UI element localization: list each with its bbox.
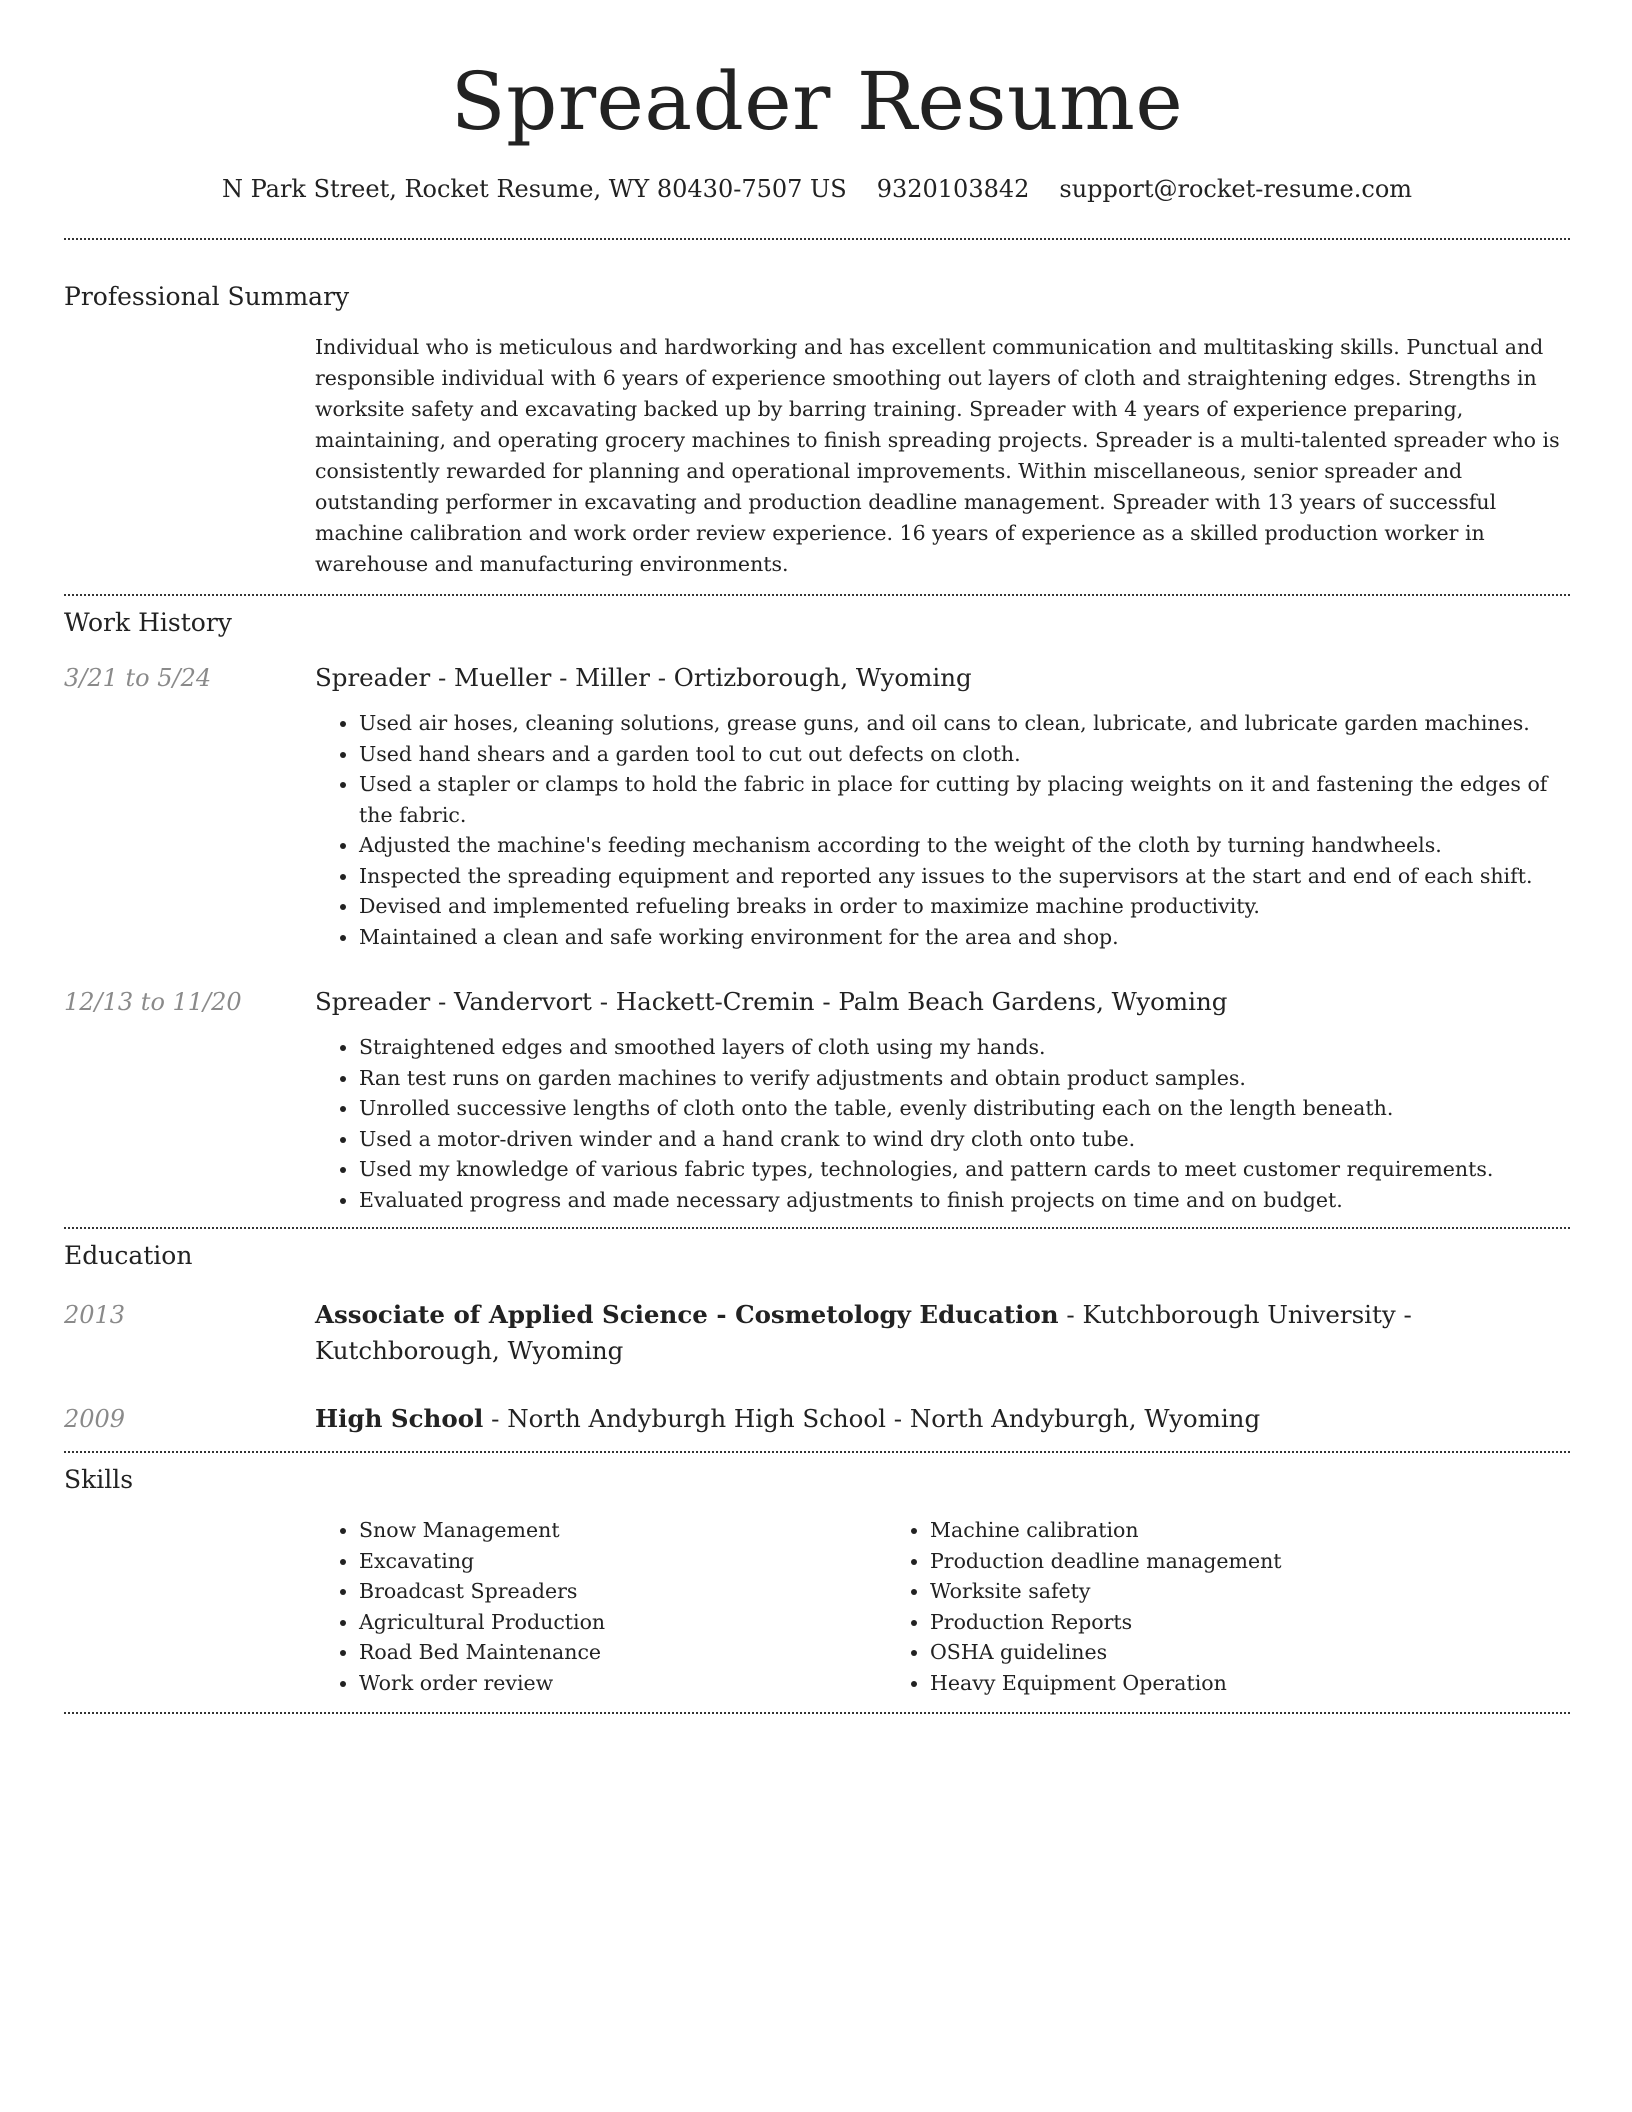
- skill-item: • OSHA guidelines: [930, 1637, 1457, 1668]
- divider: [64, 238, 1570, 240]
- contact-email: support@rocket-resume.com: [1059, 175, 1413, 203]
- divider: [64, 1712, 1570, 1714]
- job-body: [315, 984, 1570, 1215]
- skill-item: • Production deadline management: [930, 1546, 1457, 1577]
- job-bullet: • Straightened edges and smoothed layers of cloth using my hands.: [359, 1032, 1570, 1063]
- job-title: Spreader - Vandervort - Hackett-Cremin - Palm Beach Gardens, Wyoming: [315, 987, 1228, 1016]
- job-entry: [64, 660, 1570, 952]
- skills-list-left: [315, 1515, 886, 1698]
- work-history-section: [64, 606, 1570, 1227]
- resume-page: [64, 0, 1570, 1714]
- skill-item: • Heavy Equipment Operation: [930, 1668, 1457, 1699]
- job-dates: 3/21 to 5/24: [64, 664, 212, 692]
- education-title-line: [315, 1401, 1570, 1437]
- education-body: [315, 1297, 1570, 1369]
- education-body: [315, 1401, 1570, 1437]
- job-entry: [64, 984, 1570, 1215]
- skill-item: • Excavating: [359, 1546, 886, 1577]
- job-dates: 12/13 to 11/20: [64, 988, 242, 1016]
- skills-list-right: [886, 1515, 1457, 1698]
- skills-section: [64, 1463, 1570, 1698]
- divider: [64, 1227, 1570, 1229]
- education-entry: [64, 1297, 1570, 1369]
- skill-item: • Worksite safety: [930, 1576, 1457, 1607]
- education-degree: Associate of Applied Science - Cosmetology Education: [315, 1300, 1059, 1329]
- education-title-line: [315, 1297, 1570, 1369]
- education-section: [64, 1239, 1570, 1451]
- contact-address: N Park Street, Rocket Resume, WY 80430-7507 US: [221, 175, 847, 203]
- resume-name: Spreader Resume: [450, 55, 1184, 148]
- job-bullet: • Maintained a clean and safe working environment for the area and shop.: [359, 922, 1570, 953]
- job-bullet: • Ran test runs on garden machines to verify adjustments and obtain product samples.: [359, 1063, 1570, 1094]
- skill-item: • Road Bed Maintenance: [359, 1637, 886, 1668]
- skill-item: • Machine calibration: [930, 1515, 1457, 1546]
- education-degree: High School: [315, 1404, 484, 1433]
- job-bullet: • Adjusted the machine's feeding mechanism according to the weight of the cloth by turning handwheels.: [359, 830, 1570, 861]
- job-bullet: • Evaluated progress and made necessary adjustments to finish projects on time and on budget.: [359, 1185, 1570, 1216]
- skills-grid: [315, 1515, 1570, 1698]
- skill-item: • Broadcast Spreaders: [359, 1576, 886, 1607]
- job-title: Spreader - Mueller - Miller - Ortizborough, Wyoming: [315, 663, 972, 692]
- skill-item: • Production Reports: [930, 1607, 1457, 1638]
- skill-item: • Agricultural Production: [359, 1607, 886, 1638]
- skills-title: Skills: [64, 1465, 134, 1494]
- summary-section: [64, 280, 1570, 580]
- job-bullet: • Inspected the spreading equipment and reported any issues to the supervisors at the start and end of each shift.: [359, 861, 1570, 892]
- education-title: Education: [64, 1241, 193, 1270]
- contact-phone: 9320103842: [876, 175, 1030, 203]
- job-bullet: • Used hand shears and a garden tool to cut out defects on cloth.: [359, 739, 1570, 770]
- divider: [64, 594, 1570, 596]
- contact-line: [64, 172, 1570, 206]
- education-entry: [64, 1401, 1570, 1437]
- summary-text: Individual who is meticulous and hardworking and has excellent communication and multitasking skills. Punctual and responsible individual with 6 years of experience smoothing out layers of cloth and straightening edges. Strengths in worksite safety and excavating backed up by barring training. Spreader with 4 years of experience preparing, maintaining, and operating grocery machines to finish spreading projects. Spreader is a multi-talented spreader who is consistently rewarded for planning and operational improvements. Within miscellaneous, senior spreader and outstanding performer in excavating and production deadline management. Spreader with 13 years of successful machine calibration and work order review experience. 16 years of experience as a skilled production worker in warehouse and manufacturing environments.: [315, 335, 1560, 576]
- job-bullets: [315, 708, 1570, 952]
- job-bullet: • Used my knowledge of various fabric types, technologies, and pattern cards to meet customer requirements.: [359, 1154, 1570, 1185]
- summary-title: Professional Summary: [64, 282, 350, 311]
- work-history-title: Work History: [64, 608, 232, 637]
- job-bullets: [315, 1032, 1570, 1215]
- job-bullet: • Used a motor-driven winder and a hand crank to wind dry cloth onto tube.: [359, 1124, 1570, 1155]
- job-body: [315, 660, 1570, 952]
- job-bullet: • Used air hoses, cleaning solutions, grease guns, and oil cans to clean, lubricate, and lubricate garden machines.: [359, 708, 1570, 739]
- education-school: - Kutchborough University - Kutchborough, Wyoming: [315, 1300, 1412, 1365]
- education-year: 2009: [64, 1405, 126, 1433]
- skill-item: • Snow Management: [359, 1515, 886, 1546]
- divider: [64, 1451, 1570, 1453]
- job-bullet: • Unrolled successive lengths of cloth onto the table, evenly distributing each on the length beneath.: [359, 1093, 1570, 1124]
- skill-item: • Work order review: [359, 1668, 886, 1699]
- job-bullet: • Used a stapler or clamps to hold the fabric in place for cutting by placing weights on it and fastening the edges of the fabric.: [359, 769, 1570, 830]
- education-year: 2013: [64, 1301, 126, 1329]
- education-school: - North Andyburgh High School - North Andyburgh, Wyoming: [483, 1404, 1261, 1433]
- job-bullet: • Devised and implemented refueling breaks in order to maximize machine productivity.: [359, 891, 1570, 922]
